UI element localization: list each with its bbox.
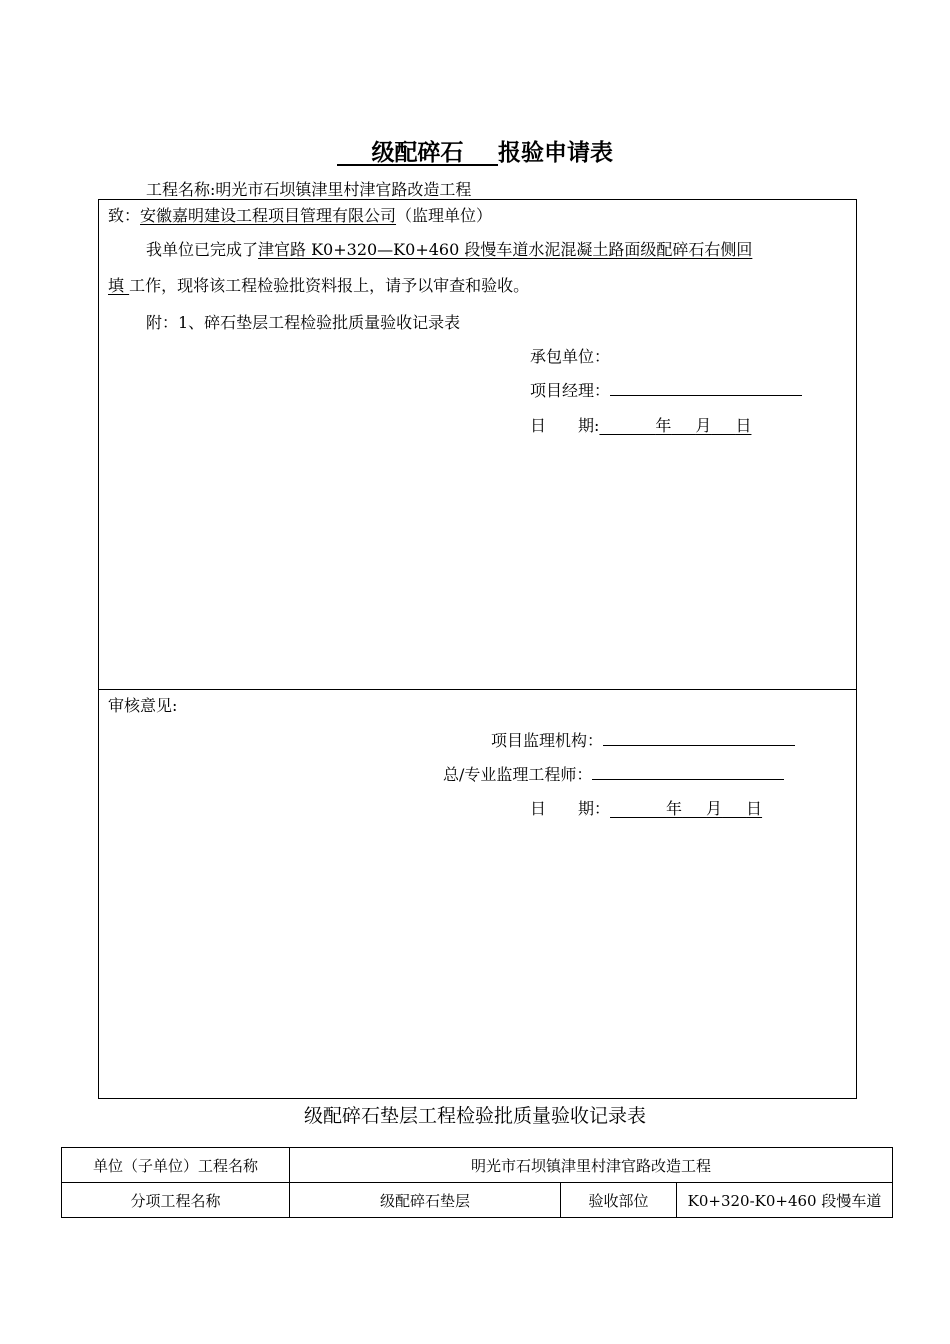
body-prefix: 我单位已完成了 bbox=[146, 240, 259, 259]
title-subject: 级配碎石 bbox=[371, 140, 464, 166]
apply-date-field[interactable]: 年 月 日 bbox=[655, 416, 752, 435]
review-org-line bbox=[491, 728, 795, 751]
subitem-name-value: 级配碎石垫层 bbox=[290, 1183, 561, 1218]
to-label: 致： bbox=[108, 206, 141, 225]
inspection-part-label: 验收部位 bbox=[561, 1183, 677, 1218]
review-date-label: 日 期： bbox=[530, 799, 611, 818]
contractor-label: 承包单位： bbox=[530, 347, 611, 366]
body-suffix: 工作，现将该工程检验批资料报上，请予以审查和验收。 bbox=[129, 276, 530, 295]
work-description-1: 津官路 K0+320—K0+460 段慢车道水泥混凝土路面级配碎石右侧回 bbox=[258, 240, 753, 259]
unit-name-label: 单位（子单位）工程名称 bbox=[62, 1148, 290, 1183]
inspection-part-value: K0+320-K0+460 段慢车道 bbox=[677, 1183, 893, 1218]
review-engineer-line bbox=[443, 762, 784, 785]
review-org-label: 项目监理机构： bbox=[491, 731, 604, 750]
section-divider bbox=[98, 689, 857, 690]
body-line-2 bbox=[108, 273, 529, 296]
table-row bbox=[62, 1183, 893, 1218]
project-name: 明光市石坝镇津里村津官路改造工程 bbox=[215, 180, 472, 199]
manager-line bbox=[530, 378, 802, 401]
unit-name-value: 明光市石坝镇津里村津官路改造工程 bbox=[290, 1148, 893, 1183]
review-date-line bbox=[530, 796, 762, 819]
form-title bbox=[0, 134, 950, 167]
work-description-2: 填 bbox=[108, 276, 125, 295]
record-title: 级配碎石垫层工程检验批质量验收记录表 bbox=[303, 1105, 646, 1127]
review-date-field[interactable]: 年 月 日 bbox=[666, 799, 763, 818]
project-label: 工程名称: bbox=[146, 180, 216, 199]
body-line-1 bbox=[146, 237, 752, 260]
to-suffix: （监理单位） bbox=[396, 206, 493, 225]
manager-signature-line[interactable] bbox=[610, 381, 802, 396]
apply-date-label: 日 期: bbox=[530, 416, 600, 435]
project-name-line bbox=[146, 177, 471, 200]
record-table bbox=[61, 1147, 893, 1218]
apply-date-line bbox=[530, 413, 751, 436]
subitem-name-label: 分项工程名称 bbox=[62, 1183, 290, 1218]
form-frame bbox=[98, 199, 857, 1099]
attachment-line: 附：1、碎石垫层工程检验批质量验收记录表 bbox=[146, 313, 461, 332]
review-engineer-signature-line[interactable] bbox=[592, 765, 784, 780]
title-suffix: 报验申请表 bbox=[498, 140, 613, 166]
manager-label: 项目经理： bbox=[530, 381, 611, 400]
review-engineer-label: 总/专业监理工程师： bbox=[443, 765, 593, 784]
supervision-unit: 安徽嘉明建设工程项目管理有限公司 bbox=[140, 206, 397, 225]
review-opinion-label: 审核意见: bbox=[108, 696, 178, 715]
table-row bbox=[62, 1148, 893, 1183]
addressee-line bbox=[108, 203, 492, 226]
review-org-signature-line[interactable] bbox=[603, 731, 795, 746]
